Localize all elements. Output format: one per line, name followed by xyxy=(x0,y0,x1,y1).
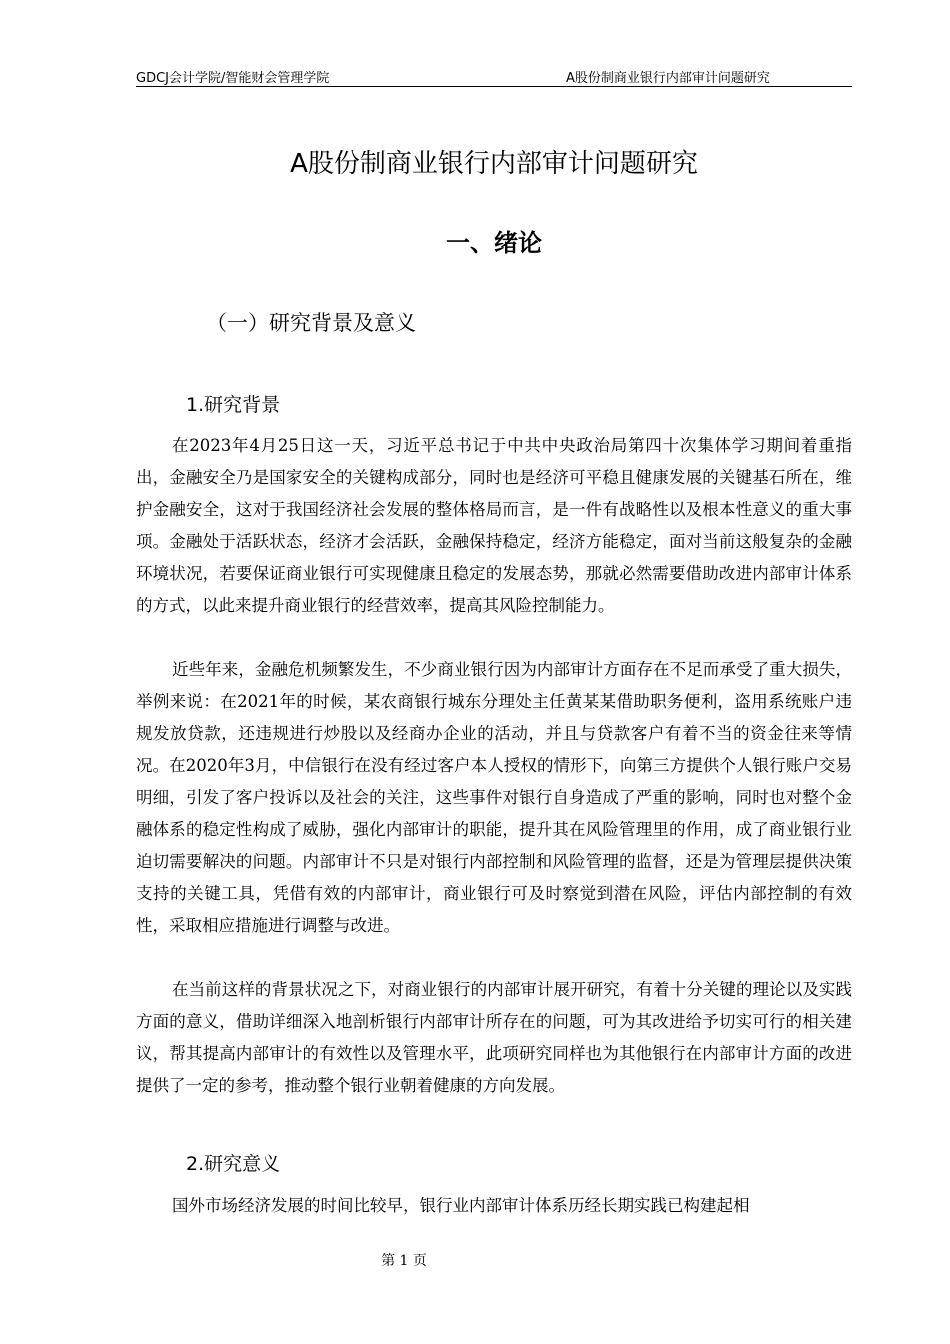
header-divider xyxy=(136,86,852,87)
running-header-left: GDCJ会计学院/智能财会管理学院 xyxy=(136,71,330,86)
subsection-heading-significance: 2.研究意义 xyxy=(186,1153,281,1175)
page-number: 第 1 页 xyxy=(381,1253,427,1269)
section-heading: （一）研究背景及意义 xyxy=(206,311,416,335)
body-paragraph: 近些年来，金融危机频繁发生，不少商业银行因为内部审计方面存在不足而承受了重大损失，举例来说：在2021年的时候，某农商银行城东分理处主任黄某某借助职务便利，盗用系统账户违规发放贷款，还违规进行炒股以及经商办企业的活动，并且与贷款客户有着不当的资金往来等情况。在2020年3月，中信银行在没有经过客户本人授权的情形下，向第三方提供个人银行账户交易明细，引发了客户投诉以及社会的关注，这些事件对银行自身造成了严重的影响，同时也对整个金融体系的稳定性构成了威胁，强化内部审计的职能，提升其在风险管理里的作用，成了商业银行业迫切需要解决的问题。内部审计不只是对银行内部控制和风险管理的监督，还是为管理层提供决策支持的关键工具，凭借有效的内部审计，商业银行可及时察觉到潜在风险，评估内部控制的有效性，采取相应措施进行调整与改进。 xyxy=(136,660,852,935)
running-header-right: A股份制商业银行内部审计问题研究 xyxy=(566,71,770,86)
chapter-heading: 一、绪论 xyxy=(446,229,542,257)
body-paragraph: 在当前这样的背景状况之下，对商业银行的内部审计展开研究，有着十分关键的理论以及实践方面的意义，借助详细深入地剖析银行内部审计所存在的问题，可为其改进给予切实可行的相关建议，帮其提高内部审计的有效性以及管理水平，此项研究同样也为其他银行在内部审计方面的改进提供了一定的参考，推动整个银行业朝着健康的方向发展。 xyxy=(136,980,852,1095)
body-paragraph: 在2023年4月25日这一天，习近平总书记于中共中央政治局第四十次集体学习期间着重指出，金融安全乃是国家安全的关键构成部分，同时也是经济可平稳且健康发展的关键基石所在，维护金融安全，这对于我国经济社会发展的整体格局而言，是一件有战略性以及根本性意义的重大事项。金融处于活跃状态，经济才会活跃，金融保持稳定，经济方能稳定，面对当前这般复杂的金融环境状况，若要保证商业银行可实现健康且稳定的发展态势，那就必然需要借助改进内部审计体系的方式，以此来提升商业银行的经营效率，提高其风险控制能力。 xyxy=(136,436,852,615)
document-title: A股份制商业银行内部审计问题研究 xyxy=(290,149,698,179)
body-paragraph: 国外市场经济发展的时间比较早，银行业内部审计体系历经长期实践已构建起相 xyxy=(172,1196,750,1215)
subsection-heading-background: 1.研究背景 xyxy=(186,394,281,416)
